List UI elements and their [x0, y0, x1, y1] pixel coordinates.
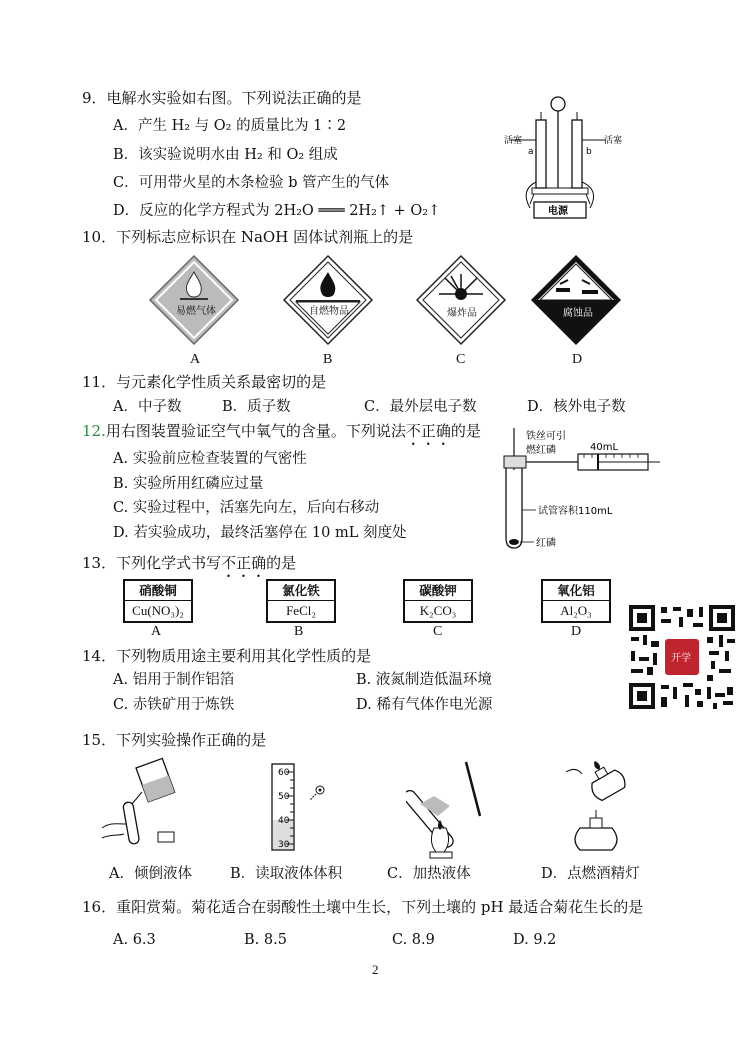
sign-a-text: 易燃气体 — [176, 306, 216, 317]
cylinder-tick-30: 30 — [278, 840, 290, 850]
q16-option-c: C. 8.9 — [392, 932, 435, 948]
formula-c-formula: K₂CO₃ — [419, 603, 457, 618]
q11-option-d: D．核外电子数 — [527, 399, 626, 415]
q16-option-d: D. 9.2 — [513, 932, 557, 948]
sign-d-text: 腐蚀品 — [563, 308, 593, 319]
q12-fig-wire-label-2: 燃红磷 — [526, 445, 556, 456]
reading-cylinder-figure — [262, 760, 342, 856]
sign-b-label: B — [323, 352, 333, 367]
q15-option-c: C．加热液体 — [387, 866, 471, 882]
corrosive-sign-icon — [530, 254, 622, 346]
q12-stem-pre: 用右图装置验证空气中氧气的含量。下列说法 — [105, 422, 406, 440]
q15-option-a: A．倾倒液体 — [109, 866, 192, 882]
q14-option-c: C. 赤铁矿用于炼铁 — [113, 697, 235, 713]
explosive-sign-icon — [415, 254, 507, 346]
q9-stem: 9．电解水实验如右图。下列说法正确的是 — [82, 89, 362, 107]
q11-option-a: A．中子数 — [113, 399, 182, 415]
formula-b-name: 氯化铁 — [268, 581, 334, 601]
q12-fig-tube-label: 试管容积110mL — [538, 506, 613, 517]
q14-option-a: A. 铝用于制作铝箔 — [113, 672, 235, 688]
sign-c-label: C — [456, 352, 466, 367]
q13-stem-emphasis: 不正确 — [221, 554, 267, 572]
q9-fig-a-label: a — [528, 147, 534, 157]
cylinder-tick-50: 50 — [278, 792, 290, 802]
q15-option-d: D．点燃酒精灯 — [541, 866, 640, 882]
formula-box-a — [123, 579, 193, 623]
formula-b-formula: FeCl₂ — [286, 603, 316, 618]
q9-fig-power-label: 电源 — [548, 206, 568, 217]
q13-stem-pre: 13．下列化学式书写 — [82, 554, 222, 572]
formula-c-label: C — [433, 624, 443, 639]
q16-option-b: B. 8.5 — [244, 932, 287, 948]
q11-stem: 11．与元素化学性质关系最密切的是 — [82, 373, 327, 391]
formula-a-formula: Cu(NO₃)₂ — [132, 603, 184, 618]
q15-stem: 15．下列实验操作正确的是 — [82, 731, 267, 749]
formula-a-name: 硝酸铜 — [125, 581, 191, 601]
q11-option-b: B．质子数 — [222, 399, 291, 415]
flammable-gas-sign-icon — [148, 254, 240, 346]
q9-fig-b-label: b — [586, 147, 592, 157]
q10-stem: 10．下列标志应标识在 NaOH 固体试剂瓶上的是 — [82, 228, 414, 246]
formula-d-label: D — [571, 624, 582, 639]
q11-option-c: C．最外层电子数 — [364, 399, 477, 415]
formula-c-name: 碳酸钾 — [405, 581, 471, 601]
formula-box-d — [541, 579, 611, 623]
heating-liquid-figure — [406, 756, 496, 860]
sign-c-text: 爆炸品 — [447, 308, 477, 319]
formula-d-name: 氧化铝 — [543, 581, 609, 601]
q16-option-a: A. 6.3 — [113, 932, 156, 948]
page-number: 2 — [372, 962, 379, 977]
q16-stem: 16．重阳赏菊。菊花适合在弱酸性土壤中生长，下列土壤的 pH 最适合菊花生长的是 — [82, 898, 644, 916]
q12-fig-wire-label: 铁丝可引 — [526, 431, 566, 442]
q12-option-d: D. 若实验成功，最终活塞停在 10 mL 刻度处 — [113, 525, 407, 541]
sign-a-label: A — [190, 352, 201, 367]
q9-option-a: A．产生 H₂ 与 O₂ 的质量比为 1∶2 — [113, 118, 347, 134]
q12-option-a: A. 实验前应检查装置的气密性 — [113, 451, 307, 467]
cylinder-tick-60: 60 — [278, 768, 290, 778]
pouring-liquid-figure — [96, 752, 196, 852]
q14-option-b: B. 液氮制造低温环境 — [356, 672, 492, 688]
q9-option-c: C．可用带火星的木条检验 b 管产生的气体 — [113, 175, 390, 191]
q13-stem-post: 的是 — [266, 554, 297, 572]
q14-option-d: D. 稀有气体作电光源 — [356, 697, 493, 713]
q15-option-b: B．读取液体体积 — [230, 866, 343, 882]
formula-a-label: A — [151, 624, 162, 639]
q13-stem — [82, 553, 296, 581]
qr-badge-text: 开学 — [671, 653, 691, 664]
formula-box-c — [403, 579, 473, 623]
spontaneous-combustion-sign-icon — [282, 254, 374, 346]
q9-option-d: D．反应的化学方程式为 2H₂O ═══ 2H₂↑ + O₂↑ — [113, 203, 441, 219]
sign-b-text: 自燃物品 — [309, 306, 349, 317]
sign-d-label: D — [572, 352, 583, 367]
q12-fig-red-phosphorus-label: 红磷 — [536, 538, 556, 549]
electrolysis-apparatus-figure — [500, 90, 630, 226]
formula-box-b — [266, 579, 336, 623]
q12-fig-volume-label: 40mL — [590, 442, 619, 453]
q12-option-b: B. 实验所用红磷应过量 — [113, 476, 264, 492]
q9-fig-right-label: 活塞 — [604, 136, 623, 146]
q14-stem: 14．下列物质用途主要利用其化学性质的是 — [82, 647, 372, 665]
formula-d-formula: Al₂O₃ — [560, 603, 592, 618]
q12-stem-emphasis: 不正确 — [405, 422, 451, 440]
q12-option-c: C. 实验过程中，活塞先向左，后向右移动 — [113, 500, 380, 516]
q9-option-b: B．该实验说明水由 H₂ 和 O₂ 组成 — [113, 147, 338, 163]
q12-stem-post: 的是 — [450, 422, 481, 440]
qr-code-icon[interactable] — [627, 603, 737, 711]
formula-b-label: B — [294, 624, 304, 639]
lighting-alcohol-lamp-figure — [550, 752, 644, 856]
q12-stem — [82, 421, 481, 449]
q9-fig-left-label: 活塞 — [504, 136, 523, 146]
cylinder-tick-40: 40 — [278, 816, 290, 826]
q12-number: 12. — [82, 422, 106, 440]
oxygen-content-apparatus-figure — [494, 422, 664, 552]
